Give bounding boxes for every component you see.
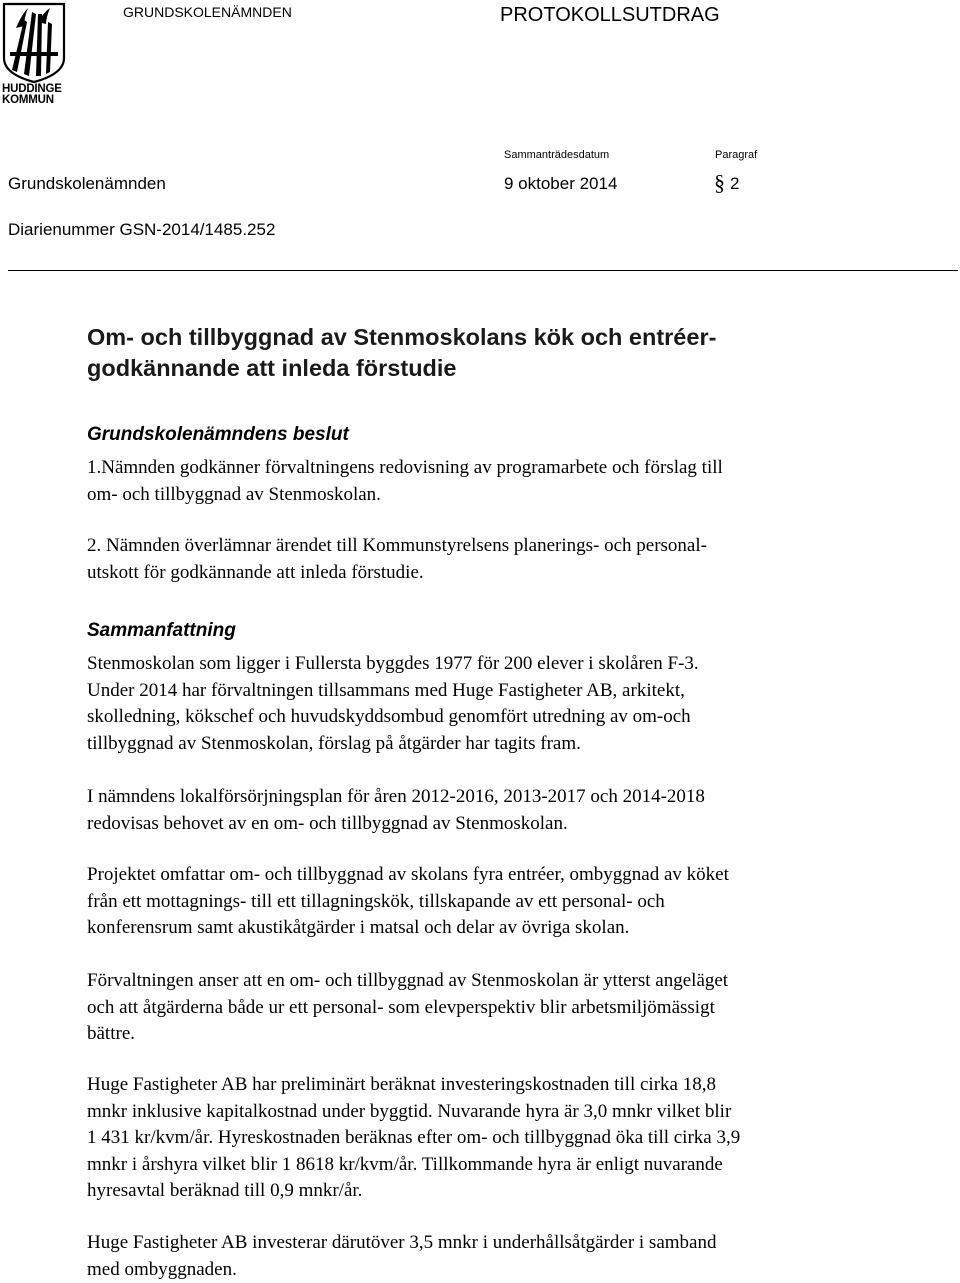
paragraph-label: Paragraf — [715, 149, 758, 161]
huddinge-logo — [2, 2, 66, 108]
summary-paragraph-6: Huge Fastigheter AB investerar därutöver 3,5 mnkr i underhållsåtgärder i samband med ombyggnaden. — [87, 1232, 717, 1280]
summary-paragraph-4: Förvaltningen anser att en om- och tillbyggnad av Stenmoskolan är ytterst angeläget och att åtgärderna både ur ett personal- som elevperspektiv blir arbetsmiljömässigt bättre. — [87, 970, 729, 1044]
summary-paragraph-1: Stenmoskolan som ligger i Fullersta byggdes 1977 för 200 elever i skolåren F-3. Under 2014 har förvaltningen tillsammans med Huge Fastigheter AB, arkitekt, skolledning, kökschef och huvudskyddsombud genomfört utredning av om-och tillbyggnad av Stenmoskolan, förslag på åtgärder har tagits fram. — [87, 653, 699, 754]
page-title: Om- och tillbyggnad av Stenmoskolans kök och entréer- godkännande att inleda förstudie — [87, 324, 717, 381]
header-divider — [8, 270, 958, 271]
summary-paragraph-5: Huge Fastigheter AB har preliminärt beräknat investeringskostnaden till cirka 18,8 mnkr inklusive kapitalkostnad under byggtid. Nuvarande hyra är 3,0 mnkr vilket blir 1 431 kr/kvm/år. Hyreskostnaden beräknas efter om- och tillbyggnad öka till cirka 3,9 mnkr i årshyra vilket blir 1 8618 kr/kvm/år. Tillkommande hyra är enligt nuvarande hyresavtal beräknad till 0,9 mnkr/år. — [87, 1074, 741, 1201]
date-label: Sammanträdesdatum — [504, 149, 610, 161]
logo-text: HUDDINGE KOMMUN — [2, 83, 62, 106]
meeting-date: 9 oktober 2014 — [504, 174, 618, 193]
decision-item-1: 1.Nämnden godkänner förvaltningens redovisning av programarbete och förslag till om- och tillbyggnad av Stenmoskolan. — [87, 457, 723, 505]
decision-item-2: 2. Nämnden överlämnar ärendet till Kommunstyrelsens planerings- och personal- utskott för godkännande att inleda förstudie. — [87, 535, 707, 583]
summary-paragraph-2: I nämndens lokalförsörjningsplan för åren 2012-2016, 2013-2017 och 2014-2018 redovisas behovet av en om- och tillbyggnad av Stenmoskolan. — [87, 786, 705, 834]
decision-heading: Grundskolenämndens beslut — [87, 424, 349, 445]
paragraph-number: 2 — [730, 174, 740, 193]
board-header: GRUNDSKOLENÄMNDEN — [123, 4, 292, 20]
document-type: PROTOKOLLSUTDRAG — [500, 4, 720, 26]
board-name: Grundskolenämnden — [8, 174, 166, 193]
diary-number: Diarienummer GSN-2014/1485.252 — [8, 220, 276, 239]
municipal-crest-icon — [2, 2, 66, 84]
summary-paragraph-3: Projektet omfattar om- och tillbyggnad av skolans fyra entréer, ombyggnad av köket från ett mottagnings- till ett tillagningskök, tillskapande av ett personal- och konferensrum samt akustikåtgärder i matsal och delar av övriga skolan. — [87, 864, 729, 938]
summary-heading: Sammanfattning — [87, 620, 236, 641]
section-sign-icon: § — [714, 170, 725, 195]
